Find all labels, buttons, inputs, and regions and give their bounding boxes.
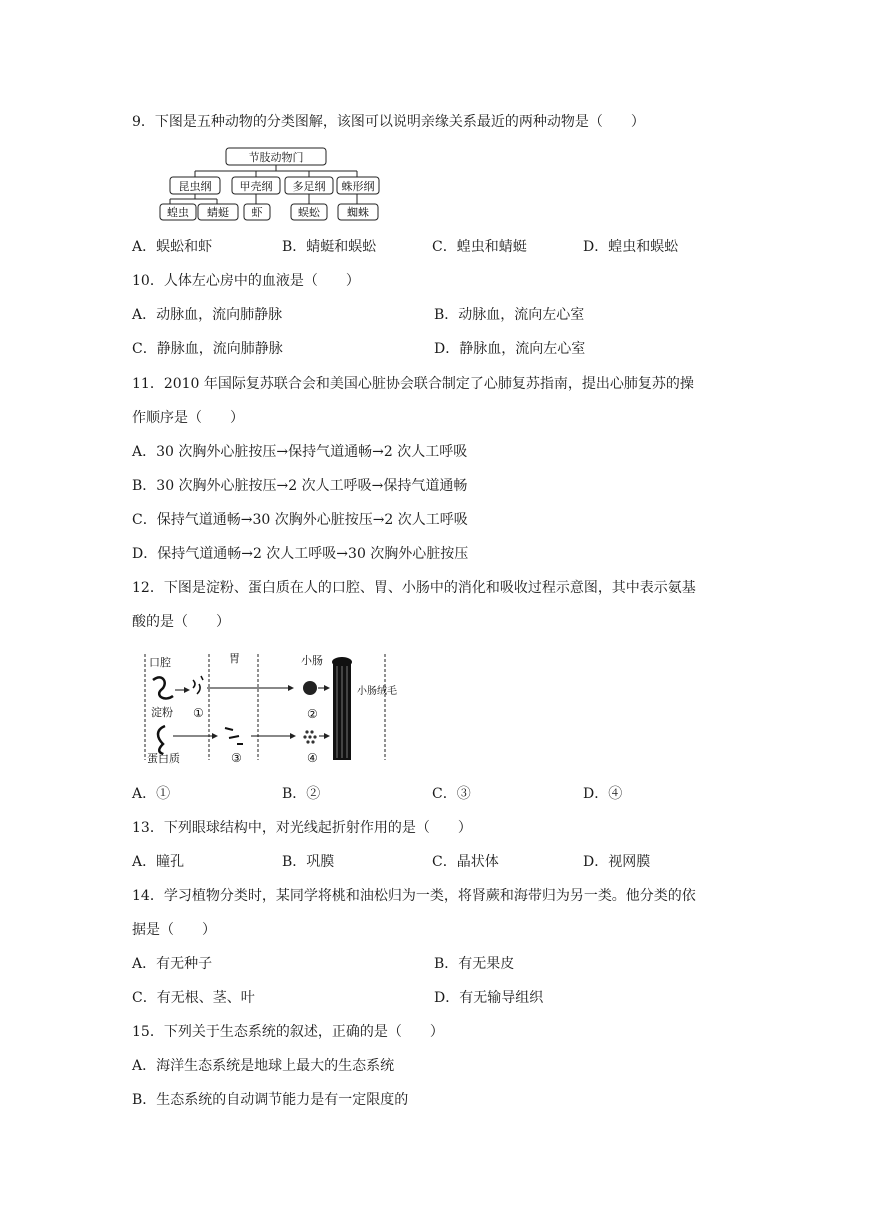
q15-option-a: A．海洋生态系统是地球上最大的生态系统 [132,1058,395,1074]
q14-option-a: A．有无种子 [132,956,213,972]
question-15-stem: 15．下列关于生态系统的叙述，正确的是（ ） [132,1024,444,1040]
q12-option-b: B．② [282,786,321,802]
q9-option-b: B．蜻蜓和蜈蚣 [282,239,377,255]
q13-option-c: C．晶状体 [432,854,499,870]
q13-option-d: D．视网膜 [583,854,651,870]
q12-option-a: A．① [132,786,171,802]
animal-locust: 蝗虫 [167,206,189,219]
question-10-stem: 10．人体左心房中的血液是（ ） [132,273,360,289]
question-13-stem: 13．下列眼球结构中，对光线起折射作用的是（ ） [132,820,472,836]
animal-shrimp: 虾 [251,206,263,219]
q11-option-b: B．30 次胸外心脏按压→2 次人工呼吸→保持气道通畅 [132,478,468,494]
mouth-label: 口腔 [149,656,171,669]
starch-molecule [153,677,173,698]
class-crustacea: 甲壳纲 [239,180,273,193]
protein-molecule [158,726,165,754]
q14-option-d: D．有无输导组织 [434,990,544,1006]
protein-label: 蛋白质 [147,752,180,765]
q12-option-c: C．③ [432,786,471,802]
glucose-cluster [303,681,317,695]
class-arachnida: 蛛形纲 [341,180,375,193]
intestine-label: 小肠 [301,654,323,667]
q15-option-b: B．生态系统的自动调节能力是有一定限度的 [132,1092,409,1108]
q10-option-b: B．动脉血，流向左心室 [434,307,585,323]
class-myriapoda: 多足纲 [292,180,326,193]
starch-label: 淀粉 [151,706,173,719]
q11-option-c: C．保持气道通畅→30 次胸外心脏按压→2 次人工呼吸 [132,512,468,528]
marker-4: ④ [307,751,318,765]
q13-option-a: A．瞳孔 [132,854,185,870]
intestinal-villus [332,657,352,760]
q10-option-a: A．动脉血，流向肺静脉 [132,307,283,323]
stomach-label: 胃 [229,652,240,665]
q13-option-b: B．巩膜 [282,854,335,870]
question-11-stem-line2: 作顺序是（ ） [132,410,244,426]
marker-2: ② [307,707,318,721]
marker-3: ③ [231,751,242,765]
class-insecta: 昆虫纲 [178,180,212,193]
q14-option-c: C．有无根、茎、叶 [132,990,255,1006]
q14-option-b: B．有无果皮 [434,956,515,972]
animal-dragonfly: 蜻蜓 [207,206,229,219]
q10-option-d: D．静脉血，流向左心室 [434,341,586,357]
polypeptide-fragments [225,728,243,744]
q9-option-a: A．蜈蚣和虾 [132,239,213,255]
q11-option-d: D．保持气道通畅→2 次人工呼吸→30 次胸外心脏按压 [132,546,469,562]
animal-spider: 蜘蛛 [347,206,369,219]
q12-option-d: D．④ [583,786,623,802]
amino-acid-dots [303,730,316,743]
q10-option-c: C．静脉血，流向肺静脉 [132,341,283,357]
q9-option-d: D．蝗虫和蜈蚣 [583,239,679,255]
question-14-stem-line2: 据是（ ） [132,922,216,938]
question-14-stem-line1: 14．学习植物分类时，某同学将桃和油松归为一类，将肾蕨和海带归为另一类。他分类的依 [132,888,696,904]
phylum-label: 节肢动物门 [248,151,304,164]
question-9-stem: 9．下图是五种动物的分类图解，该图可以说明亲缘关系最近的两种动物是（ ） [132,114,645,130]
digestion-diagram [143,650,397,765]
q11-option-a: A．30 次胸外心脏按压→保持气道通畅→2 次人工呼吸 [132,444,468,460]
marker-1: ① [193,706,204,720]
question-12-stem-line1: 12．下图是淀粉、蛋白质在人的口腔、胃、小肠中的消化和吸收过程示意图，其中表示氨基 [132,580,696,596]
question-12-stem-line2: 酸的是（ ） [132,614,230,630]
villi-label: 小肠绒毛 [357,686,397,697]
animal-centipede: 蜈蚣 [298,206,320,219]
question-11-stem-line1: 11．2010 年国际复苏联合会和美国心脏协会联合制定了心肺复苏指南，提出心肺复苏的操 [132,376,694,392]
q9-option-c: C．蝗虫和蜻蜓 [432,239,527,255]
maltose-fragments [193,676,203,694]
animal-classification-tree [160,147,392,221]
